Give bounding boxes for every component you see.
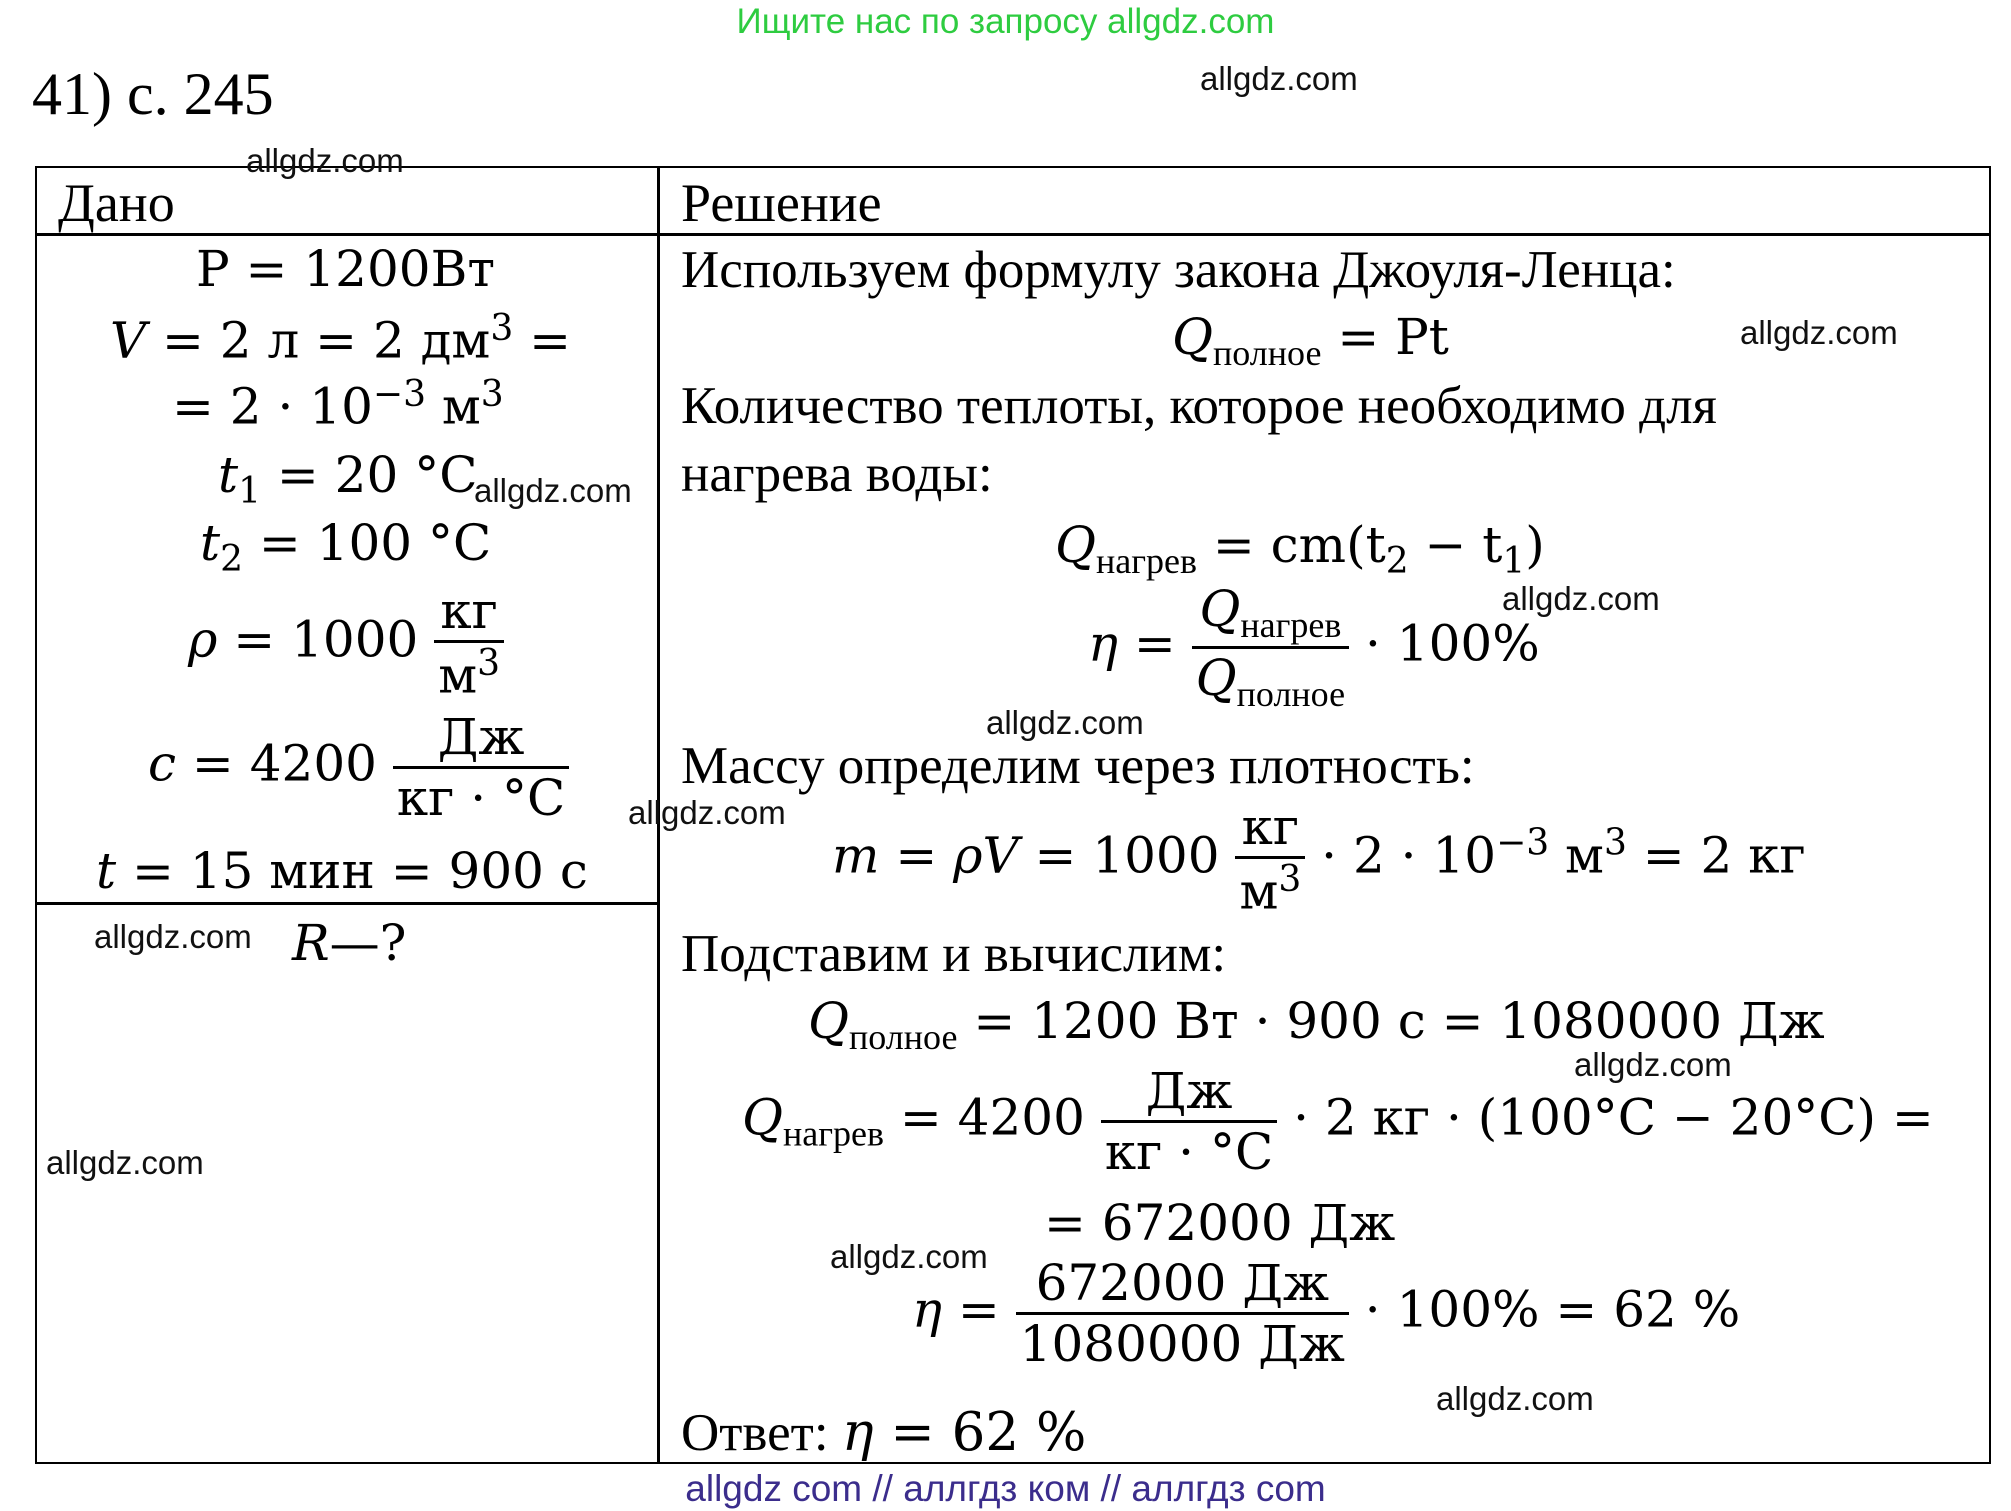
given-t1: $t_1 = 20$ °C <box>218 446 478 512</box>
formula-efficiency: η = $\frac{Q_{нагрев}}{Q_{полное}}$ · 100% <box>1088 580 1540 714</box>
given-density: ρ = 1000 $\frac{кг}{м^3}$ <box>188 582 504 705</box>
watermark: allgdz.com <box>94 918 252 955</box>
watermark: allgdz.com <box>986 704 1144 741</box>
watermark: allgdz.com <box>1200 60 1358 97</box>
given-heat-capacity: c = 4200 $\frac{Дж}{кг \cdot ^\circ C}$ <box>148 708 569 827</box>
watermark: allgdz.com <box>628 794 786 831</box>
watermark: allgdz.com <box>830 1238 988 1275</box>
solution-text-3: нагрева воды: <box>681 445 993 503</box>
solution-text-4: Массу определим через плотность: <box>681 737 1475 795</box>
given-volume-line1: V = 2 л = 2 $дм^3$ = <box>110 308 572 370</box>
given-t2: $t_2 = 100$ °C <box>200 514 492 580</box>
task-title: 41) с. 245 <box>32 61 274 127</box>
solution-text-5: Подставим и вычислим: <box>681 925 1227 983</box>
find-quantity: R—? <box>292 914 407 972</box>
answer: Ответ: η = 62 % <box>681 1402 1087 1463</box>
table-header-divider <box>35 233 1991 236</box>
header-solution: Решение <box>681 173 882 233</box>
watermark: allgdz.com <box>1502 580 1660 617</box>
given-volume-line2: = $2 \cdot 10^{-3}$ $м^3$ <box>172 374 504 436</box>
watermark: allgdz.com <box>46 1144 204 1181</box>
given-find-divider <box>35 902 659 905</box>
watermark: allgdz.com <box>474 472 632 509</box>
calc-q-heat-result: = 672000 Дж <box>1044 1194 1396 1252</box>
watermark: allgdz.com <box>246 142 404 179</box>
watermark: allgdz.com <box>1574 1046 1732 1083</box>
header-given: Дано <box>58 173 175 233</box>
calc-q-heat: $Q_{нагрев} = 4200$ $\frac{Дж}{кг \cdot ^\circ C}$ · 2 кг · (100°C − 20°C) = <box>742 1062 1934 1181</box>
given-time: t = 15 мин = 900 с <box>96 842 588 900</box>
formula-mass: m = ρV = 1000 $\frac{кг}{м^3}$ · $2 \cdot 10^{-3}$ $м^3 = 2$ кг <box>832 798 1806 921</box>
calc-q-full: $Q_{полное} = 1200$ Вт · 900 с = 1080000 Дж <box>808 992 1825 1057</box>
watermark: allgdz.com <box>1436 1380 1594 1417</box>
watermark: allgdz.com <box>1740 314 1898 351</box>
solution-text-2: Количество теплоты, которое необходимо для <box>681 377 1717 435</box>
top-banner: Ищите нас по запросу allgdz.com <box>736 2 1275 41</box>
bottom-banner: allgdz com // аллгдз ком // аллгдз com <box>685 1468 1326 1509</box>
solution-text-1: Используем формулу закона Джоуля-Ленца: <box>681 241 1676 299</box>
formula-q-heat: $Q_{нагрев} = cm(t_2 - t_1)$ <box>1055 516 1545 582</box>
given-power: P = 1200Вт <box>196 240 495 298</box>
calc-efficiency: η = $\frac{672000 Дж}{1080000 Дж}$ · 100% = 62 % <box>912 1254 1741 1373</box>
formula-q-full: $Q_{полное} = Pt$ <box>1172 308 1449 373</box>
